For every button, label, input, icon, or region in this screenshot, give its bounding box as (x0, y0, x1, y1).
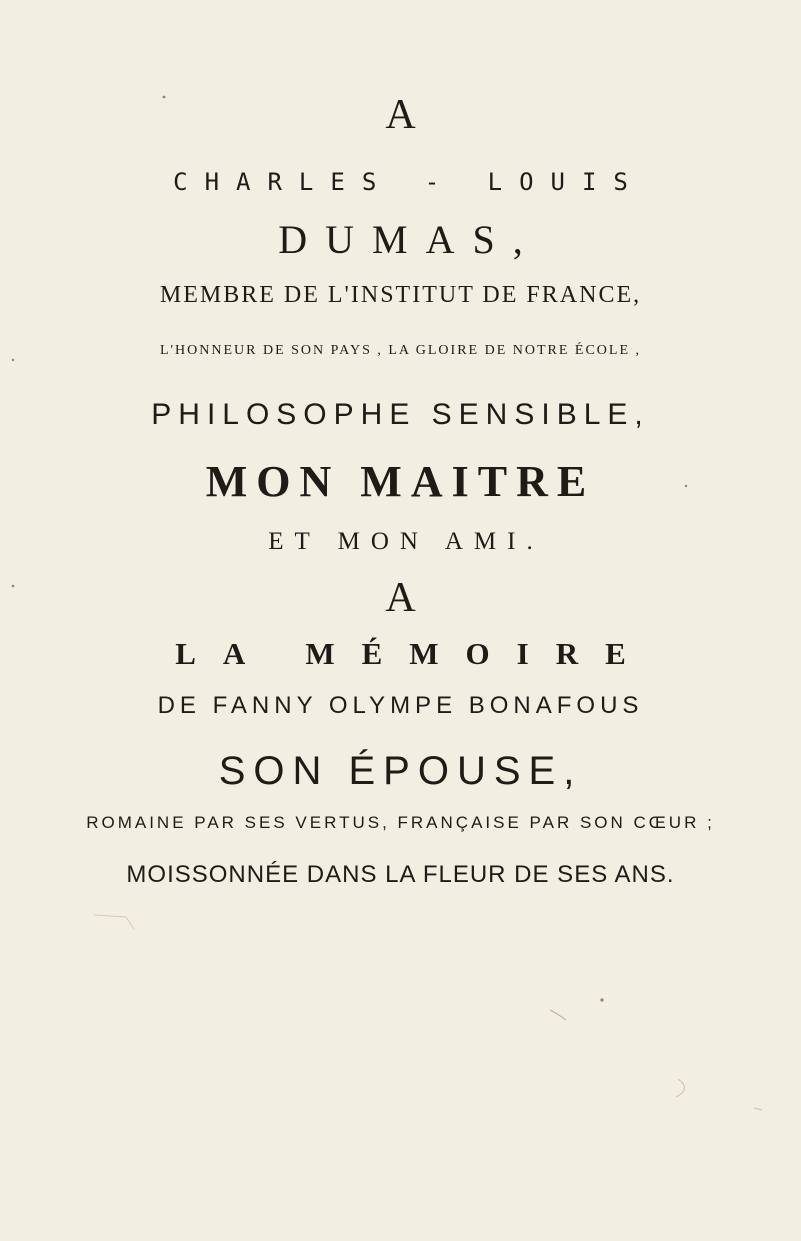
wife-name: DE FANNY OLYMPE BONAFOUS (157, 692, 644, 719)
dedicatee-first-name: CHARLES - LOUIS (173, 168, 645, 196)
second-dedication-a: A (385, 575, 416, 621)
spouse-line: SON ÉPOUSE, (218, 749, 583, 793)
closing-line: MOISSONNÉE DANS LA FLEUR DE SES ANS. (126, 861, 675, 888)
virtues-line: ROMAINE PAR SES VERTUS, FRANÇAISE PAR SON CŒUR ; (86, 813, 715, 832)
master-line: MON MAITRE (205, 457, 596, 506)
philosopher-line: PHILOSOPHE SENSIBLE, (151, 398, 650, 431)
institute-membership: MEMBRE DE L'INSTITUT DE FRANCE, (159, 282, 642, 308)
honor-of-country: L'HONNEUR DE SON PAYS , LA GLOIRE DE NOTRE ÉCOLE , (159, 343, 642, 358)
dedication-to-a: A (385, 92, 416, 138)
dedicatee-last-name: DUMAS, (278, 217, 541, 262)
memory-line: LA MÉMOIRE (175, 636, 653, 671)
friend-line: ET MON AMI. (268, 528, 544, 555)
